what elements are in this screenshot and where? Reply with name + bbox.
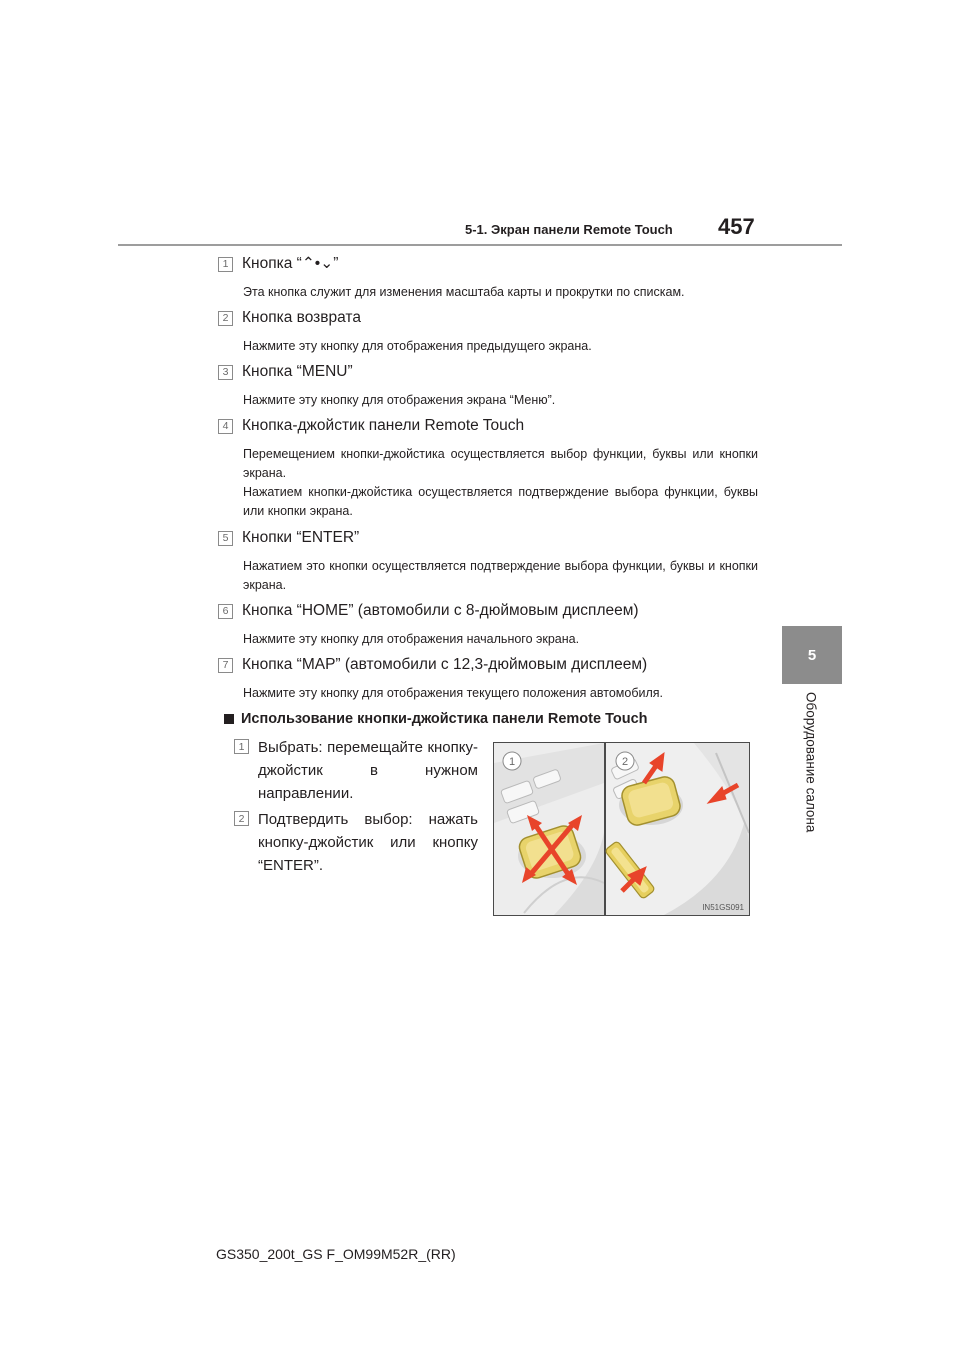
step-item <box>234 808 478 877</box>
list-item <box>218 655 758 703</box>
item-description: Нажатием это кнопки осуществляется подтверждение выбора функции, буквы и кнопки экрана. <box>243 559 758 592</box>
list-item <box>218 362 758 410</box>
item-number: 1 <box>218 257 233 272</box>
item-description: Эта кнопка служит для изменения масштаба карты и прокрутки по спискам. <box>243 285 685 299</box>
item-title: Кнопка “MAP” (автомобили с 12,3-дюймовым дисплеем) <box>242 656 648 673</box>
item-title: Кнопка “HOME” (автомобили с 8-дюймовым дисплеем) <box>242 602 639 619</box>
item-number: 5 <box>218 531 233 546</box>
item-title: Кнопка “⌃•⌄” <box>242 255 339 272</box>
item-description: Нажмите эту кнопку для отображения начального экрана. <box>243 632 580 646</box>
chapter-label-text: Оборудование салона <box>803 692 819 833</box>
subsection-heading <box>224 711 648 727</box>
item-number: 3 <box>218 365 233 380</box>
item-number: 2 <box>218 311 233 326</box>
figure-code: IN51GS091 <box>702 903 744 912</box>
figure-callout: 2 <box>621 756 629 768</box>
page-number: 457 <box>718 214 755 239</box>
square-bullet-icon <box>224 714 234 724</box>
item-title: Кнопка “MENU” <box>242 363 353 380</box>
step-item <box>234 736 478 805</box>
document-code: GS350_200t_GS F_OM99M52R_(RR) <box>216 1246 456 1262</box>
section-title: 5-1. Экран панели Remote Touch <box>465 222 673 237</box>
item-title: Кнопка возврата <box>242 309 361 326</box>
step-number: 2 <box>234 811 249 826</box>
item-number: 4 <box>218 419 233 434</box>
item-number: 7 <box>218 658 233 673</box>
header-divider <box>118 244 842 246</box>
figure-callout: 1 <box>508 756 516 768</box>
item-description: Нажмите эту кнопку для отображения текущего положения автомобиля. <box>243 686 664 700</box>
list-item <box>218 528 758 595</box>
chapter-label <box>798 692 824 842</box>
joystick-illustration <box>493 742 750 916</box>
chapter-tab: 5 <box>782 626 842 684</box>
list-item <box>218 416 758 521</box>
subsection-title: Использование кнопки-джойстика панели Remote Touch <box>241 711 648 727</box>
item-description: Перемещением кнопки-джойстика осуществляется выбор функции, буквы или кнопки экрана. <box>243 447 758 480</box>
item-description: Нажмите эту кнопку для отображения экрана “Меню”. <box>243 393 556 407</box>
item-number: 6 <box>218 604 233 619</box>
joystick-illustration-svg <box>494 743 749 915</box>
item-description: Нажатием кнопки-джойстика осуществляется подтверждение выбора функции, буквы или кнопки экрана. <box>243 485 758 518</box>
step-text: Выбрать: перемещайте кнопку-джойстик в нужном направлении. <box>258 739 478 802</box>
step-number: 1 <box>234 739 249 754</box>
step-text: Подтвердить выбор: нажать кнопку-джойстик или кнопку “ENTER”. <box>258 811 478 874</box>
list-item <box>218 254 758 302</box>
item-title: Кнопки “ENTER” <box>242 529 360 546</box>
list-item <box>218 601 758 649</box>
item-title: Кнопка-джойстик панели Remote Touch <box>242 417 525 434</box>
item-description: Нажмите эту кнопку для отображения предыдущего экрана. <box>243 339 592 353</box>
list-item <box>218 308 758 356</box>
